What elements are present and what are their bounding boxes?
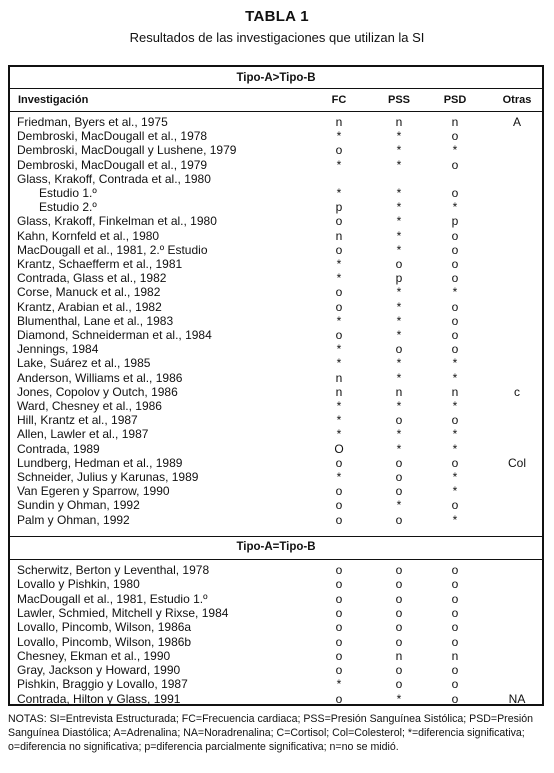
section2-heading: Tipo-A=Tipo-B [236, 541, 316, 553]
cell-pss: o [395, 620, 403, 635]
table-row [10, 187, 542, 201]
cell-investigacion: Jennings, 1984 [17, 342, 99, 357]
cell-pss: * [396, 299, 402, 314]
table-row [10, 400, 542, 414]
cell-fc: * [336, 186, 342, 200]
table-row [10, 116, 542, 130]
results-table [8, 65, 544, 706]
divider [10, 111, 542, 112]
table-notes: NOTAS: SI=Entrevista Estructurada; FC=Frecuencia cardiaca; PSS=Presión Sanguínea Sistólica; PSD=Presión Sanguínea Diastólica; A=Adrenalina; NA=Noradrenalina; C=Cortisol; Col=Colesterol; *=diferencia significativa; o=diferencia no significativa; p=diferencia parcialmente significativa; n=no se midió. [8, 713, 534, 753]
cell-psd: * [452, 143, 458, 158]
cell-pss: * [396, 441, 402, 456]
cell-fc: o [335, 663, 343, 678]
cell-psd: o [451, 313, 459, 328]
cell-pss: o [395, 342, 403, 357]
cell-pss: * [396, 242, 402, 257]
table-row [10, 693, 542, 707]
cell-fc: o [335, 512, 343, 527]
cell-pss: o [395, 677, 403, 692]
cell-pss: o [395, 663, 403, 678]
cell-fc: o [335, 591, 343, 606]
cell-investigacion: Lake, Suárez et al., 1985 [17, 356, 151, 371]
cell-fc: o [335, 648, 343, 663]
table-title: TABLA 1 [245, 8, 309, 25]
cell-pss: o [395, 484, 403, 499]
table-row [10, 301, 542, 315]
cell-investigacion: Lundberg, Hedman et al., 1989 [17, 455, 183, 470]
table-row [10, 144, 542, 158]
cell-investigacion: Pishkin, Braggio y Lovallo, 1987 [17, 677, 188, 692]
cell-pss: n [395, 648, 403, 663]
cell-psd: o [451, 591, 459, 606]
cell-psd: * [452, 512, 458, 527]
cell-psd: * [452, 370, 458, 385]
cell-fc: o [335, 563, 343, 577]
cell-fc: o [335, 143, 343, 158]
cell-otras: NA [508, 691, 526, 706]
cell-investigacion: Palm y Ohman, 1992 [17, 512, 130, 527]
cell-investigacion: Schneider, Julius y Karunas, 1989 [17, 470, 199, 484]
cell-investigacion: Krantz, Arabian et al., 1982 [17, 299, 162, 314]
cell-investigacion: Scherwitz, Berton y Leventhal, 1978 [17, 563, 210, 577]
cell-pss: o [395, 413, 403, 428]
cell-investigacion: Dembroski, MacDougall et al., 1979 [17, 157, 208, 172]
cell-psd: o [451, 563, 459, 577]
cell-investigacion: Estudio 1.º [39, 186, 97, 200]
cell-fc: * [336, 271, 342, 286]
cell-pss: o [395, 257, 403, 271]
cell-investigacion: Lovallo, Pincomb, Wilson, 1986b [17, 634, 192, 649]
table-row [10, 621, 542, 635]
table-row [10, 286, 542, 300]
table-subtitle: Resultados de las investigaciones que utilizan la SI [129, 30, 425, 45]
cell-investigacion: Krantz, Schaefferm et al., 1981 [17, 257, 183, 271]
cell-psd: * [452, 441, 458, 456]
cell-investigacion: MacDougall et al., 1981, 2.º Estudio [17, 242, 208, 257]
cell-pss: p [395, 271, 403, 286]
cell-fc: o [335, 484, 343, 499]
table-row [10, 272, 542, 286]
table-row [10, 414, 542, 428]
cell-psd: * [452, 484, 458, 499]
table-row [10, 230, 542, 244]
cell-fc: o [335, 620, 343, 635]
cell-fc: O [334, 441, 344, 456]
cell-pss: * [396, 143, 402, 158]
cell-investigacion: Diamond, Schneiderman et al., 1984 [17, 328, 212, 342]
cell-psd: n [451, 384, 459, 399]
cell-psd: o [451, 257, 459, 271]
cell-investigacion: Glass, Krakoff, Finkelman et al., 1980 [17, 214, 217, 229]
cell-pss: * [396, 498, 402, 513]
table-row [10, 244, 542, 258]
cell-pss: * [396, 427, 402, 442]
table-row [10, 607, 542, 621]
table-row [10, 664, 542, 678]
cell-psd: * [452, 427, 458, 442]
cell-fc: o [335, 242, 343, 257]
column-header-investigacion: Investigación [18, 94, 89, 106]
cell-psd: o [451, 228, 459, 243]
cell-pss: o [395, 563, 403, 577]
table-row [10, 258, 542, 272]
cell-fc: * [336, 356, 342, 371]
table-row [10, 678, 542, 692]
cell-fc: n [335, 384, 343, 399]
column-header-fc: FC [331, 94, 347, 106]
cell-psd: o [451, 299, 459, 314]
section1-heading: Tipo-A>Tipo-B [236, 72, 316, 84]
cell-investigacion: Contrada, 1989 [17, 441, 100, 456]
divider [10, 559, 542, 560]
cell-psd: * [452, 470, 458, 484]
cell-fc: p [335, 200, 343, 215]
cell-psd: o [451, 455, 459, 470]
cell-pss: o [395, 455, 403, 470]
table-row [10, 636, 542, 650]
table-row [10, 443, 542, 457]
cell-fc: * [336, 257, 342, 271]
cell-fc: o [335, 691, 343, 706]
cell-pss: o [395, 470, 403, 484]
cell-pss: o [395, 577, 403, 592]
cell-fc: * [336, 157, 342, 172]
cell-investigacion: Lovallo y Pishkin, 1980 [17, 577, 140, 592]
cell-fc: o [335, 214, 343, 229]
cell-investigacion: Corse, Manuck et al., 1982 [17, 285, 161, 300]
cell-investigacion: Sundin y Ohman, 1992 [17, 498, 140, 513]
cell-fc: * [336, 399, 342, 413]
column-header-otras: Otras [502, 94, 532, 106]
cell-fc: * [336, 427, 342, 442]
cell-fc: o [335, 634, 343, 649]
cell-pss: * [396, 228, 402, 243]
cell-pss: * [396, 328, 402, 342]
table-row [10, 514, 542, 528]
table-row [10, 471, 542, 485]
cell-fc: * [336, 313, 342, 328]
table-row [10, 499, 542, 513]
cell-fc: o [335, 605, 343, 620]
cell-psd: o [451, 498, 459, 513]
cell-investigacion: Kahn, Kornfeld et al., 1980 [17, 228, 160, 243]
table-row [10, 650, 542, 664]
cell-psd: o [451, 186, 459, 200]
cell-psd: * [452, 399, 458, 413]
cell-fc: o [335, 455, 343, 470]
cell-fc: n [335, 228, 343, 243]
cell-fc: o [335, 328, 343, 342]
table-row [10, 343, 542, 357]
cell-pss: * [396, 691, 402, 706]
table-row [10, 485, 542, 499]
cell-investigacion: Dembroski, MacDougall et al., 1978 [17, 129, 208, 144]
cell-pss: * [396, 214, 402, 229]
cell-fc: * [336, 677, 342, 692]
cell-fc: * [336, 342, 342, 357]
cell-psd: o [451, 605, 459, 620]
cell-psd: o [451, 157, 459, 172]
cell-psd: o [451, 342, 459, 357]
column-header-psd: PSD [443, 94, 467, 106]
cell-fc: * [336, 129, 342, 144]
cell-investigacion: Friedman, Byers et al., 1975 [17, 115, 168, 129]
cell-investigacion: Allen, Lawler et al., 1987 [17, 427, 149, 442]
table-row [10, 564, 542, 578]
table-row [10, 315, 542, 329]
cell-psd: o [451, 328, 459, 342]
cell-investigacion: Estudio 2.º [39, 200, 97, 215]
cell-pss: o [395, 512, 403, 527]
cell-investigacion: Lovallo, Pincomb, Wilson, 1986a [17, 620, 192, 635]
cell-investigacion: Blumenthal, Lane et al., 1983 [17, 313, 174, 328]
cell-pss: * [396, 313, 402, 328]
cell-fc: * [336, 470, 342, 484]
cell-fc: n [335, 115, 343, 129]
cell-investigacion: Dembroski, MacDougall y Lushene, 1979 [17, 143, 237, 158]
cell-psd: n [451, 115, 459, 129]
cell-fc: o [335, 577, 343, 592]
cell-psd: o [451, 242, 459, 257]
table-row [10, 130, 542, 144]
cell-psd: o [451, 413, 459, 428]
column-header-pss: PSS [387, 94, 410, 106]
cell-pss: * [396, 285, 402, 300]
cell-pss: o [395, 591, 403, 606]
cell-investigacion: Anderson, Williams et al., 1986 [17, 370, 183, 385]
cell-pss: * [396, 370, 402, 385]
divider [10, 88, 542, 89]
cell-pss: * [396, 186, 402, 200]
cell-psd: o [451, 129, 459, 144]
cell-otras: c [514, 384, 520, 399]
cell-pss: n [395, 115, 403, 129]
table-row [10, 215, 542, 229]
cell-investigacion: Jones, Copolov y Outch, 1986 [17, 384, 178, 399]
cell-psd: p [451, 214, 459, 229]
table-row [10, 173, 542, 187]
cell-investigacion: Chesney, Ekman et al., 1990 [17, 648, 171, 663]
cell-fc: o [335, 299, 343, 314]
table-row [10, 201, 542, 215]
cell-pss: * [396, 200, 402, 215]
cell-fc: * [336, 413, 342, 428]
cell-pss: o [395, 605, 403, 620]
cell-psd: o [451, 634, 459, 649]
cell-psd: n [451, 648, 459, 663]
table-row [10, 386, 542, 400]
cell-investigacion: Glass, Krakoff, Contrada et al., 1980 [17, 171, 211, 186]
cell-pss: * [396, 129, 402, 144]
cell-investigacion: Gray, Jackson y Howard, 1990 [17, 663, 181, 678]
table-row [10, 357, 542, 371]
cell-psd: o [451, 577, 459, 592]
cell-investigacion: Van Egeren y Sparrow, 1990 [17, 484, 170, 499]
cell-fc: o [335, 285, 343, 300]
cell-fc: o [335, 498, 343, 513]
cell-pss: o [395, 634, 403, 649]
cell-pss: * [396, 356, 402, 371]
table-row [10, 428, 542, 442]
cell-pss: * [396, 399, 402, 413]
table-row [10, 578, 542, 592]
cell-otras: A [512, 115, 521, 129]
cell-fc: n [335, 370, 343, 385]
cell-investigacion: Lawler, Schmied, Mitchell y Rixse, 1984 [17, 605, 229, 620]
table-row [10, 329, 542, 343]
cell-otras: Col [507, 455, 526, 470]
cell-investigacion: Ward, Chesney et al., 1986 [17, 399, 162, 413]
cell-pss: n [395, 384, 403, 399]
cell-investigacion: Contrada, Hilton y Glass, 1991 [17, 691, 181, 706]
cell-psd: * [452, 356, 458, 371]
cell-psd: o [451, 663, 459, 678]
cell-investigacion: Hill, Krantz et al., 1987 [17, 413, 138, 428]
cell-psd: o [451, 677, 459, 692]
table-row [10, 457, 542, 471]
table-row [10, 159, 542, 173]
cell-psd: o [451, 271, 459, 286]
divider [10, 536, 542, 537]
cell-psd: * [452, 285, 458, 300]
table-row [10, 372, 542, 386]
table-row [10, 593, 542, 607]
cell-investigacion: Contrada, Glass et al., 1982 [17, 271, 167, 286]
cell-investigacion: MacDougall et al., 1981, Estudio 1.º [17, 591, 208, 606]
cell-psd: o [451, 691, 459, 706]
cell-psd: * [452, 200, 458, 215]
cell-psd: o [451, 620, 459, 635]
cell-pss: * [396, 157, 402, 172]
